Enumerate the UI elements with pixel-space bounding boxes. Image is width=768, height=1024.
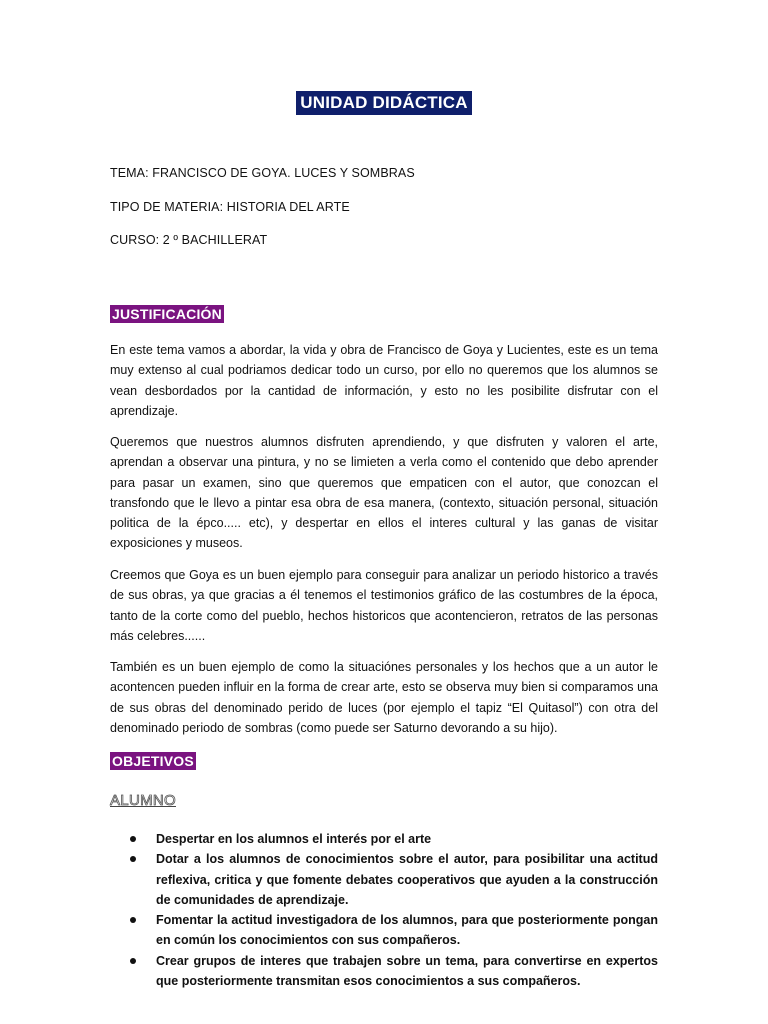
list-item-text: Dotar a los alumnos de conocimientos sobre el autor, para posibilitar una actitud reflexiva, critica y que fomente debates cooperativos que ayuden a la construcción de comunidades de aprendizaje. xyxy=(156,852,658,907)
bullet-icon xyxy=(130,856,136,862)
meta-curso: CURSO: 2 º BACHILLERAT xyxy=(110,233,268,247)
list-item xyxy=(130,829,658,849)
section-heading-objetivos: OBJETIVOS xyxy=(112,753,194,769)
list-item-text: Despertar en los alumnos el interés por el arte xyxy=(156,832,432,846)
bullet-icon xyxy=(130,917,136,923)
list-item-text: Fomentar la actitud investigadora de los alumnos, para que posteriormente pongan en común los conocimientos con sus compañeros. xyxy=(156,913,658,948)
bullet-icon xyxy=(130,836,136,842)
meta-tipo-materia: TIPO DE MATERIA: HISTORIA DEL ARTE xyxy=(110,200,350,214)
list-item xyxy=(130,910,658,951)
list-item xyxy=(130,849,658,910)
list-item-text: Crear grupos de interes que trabajen sobre un tema, para convertirse en expertos que posteriormente transmitan esos conocimientos a sus compañeros. xyxy=(156,953,658,989)
subheading-alumno: ALUMNO xyxy=(110,792,176,809)
document-title: UNIDAD DIDÁCTICA xyxy=(296,91,472,115)
section-heading-justificacion: JUSTIFICACIÓN xyxy=(112,306,222,322)
bullet-icon xyxy=(130,958,136,964)
title-container xyxy=(0,91,768,115)
objetivos-list xyxy=(130,829,658,991)
justificacion-paragraph-4: También es un buen ejemplo de como la situaciónes personales y los hechos que a un autor le acontencen pueden influir en la forma de crear arte, esto se observa muy bien si comparamos una de sus obras del denominado perido de luces (por ejemplo el tapiz “El Quitasol”) con otra del denominado periodo de sombras (como puede ser Saturno devorando a su hijo). xyxy=(110,660,658,735)
list-item xyxy=(130,951,658,992)
justificacion-paragraph-2: Queremos que nuestros alumnos disfruten aprendiendo, y que disfruten y valoren el arte, aprendan a observar una pintura, y no se limieten a verla como el contenido que debo aprender para pasar un examen, sino que queremos que empaticen con el autor, que conozcan el transfondo que le llevo a pintar esa obra de esa manera, (contexto, situación personal, situación politica de la épco..... etc), y despertar en ellos el interes cultural y las ganas de visitar exposiciones y museos. xyxy=(110,435,658,551)
meta-tema: TEMA: FRANCISCO DE GOYA. LUCES Y SOMBRAS xyxy=(110,166,415,180)
justificacion-paragraph-1: En este tema vamos a abordar, la vida y obra de Francisco de Goya y Lucientes, este es un tema muy extenso al cual podriamos dedicar todo un curso, por ello no queremos que los alumnos se vean desbordados por la cantidad de información, y esto no les posibilite disfrutar con el aprendizaje. xyxy=(110,343,658,418)
justificacion-paragraph-3: Creemos que Goya es un buen ejemplo para conseguir para analizar un periodo historico a través de sus obras, ya que gracias a él tenemos el testimonios gráfico de las costumbres de la época, tanto de la corte como del pueblo, hechos historicos que acontencieron, retratos de las personas más celebres...... xyxy=(110,568,658,643)
